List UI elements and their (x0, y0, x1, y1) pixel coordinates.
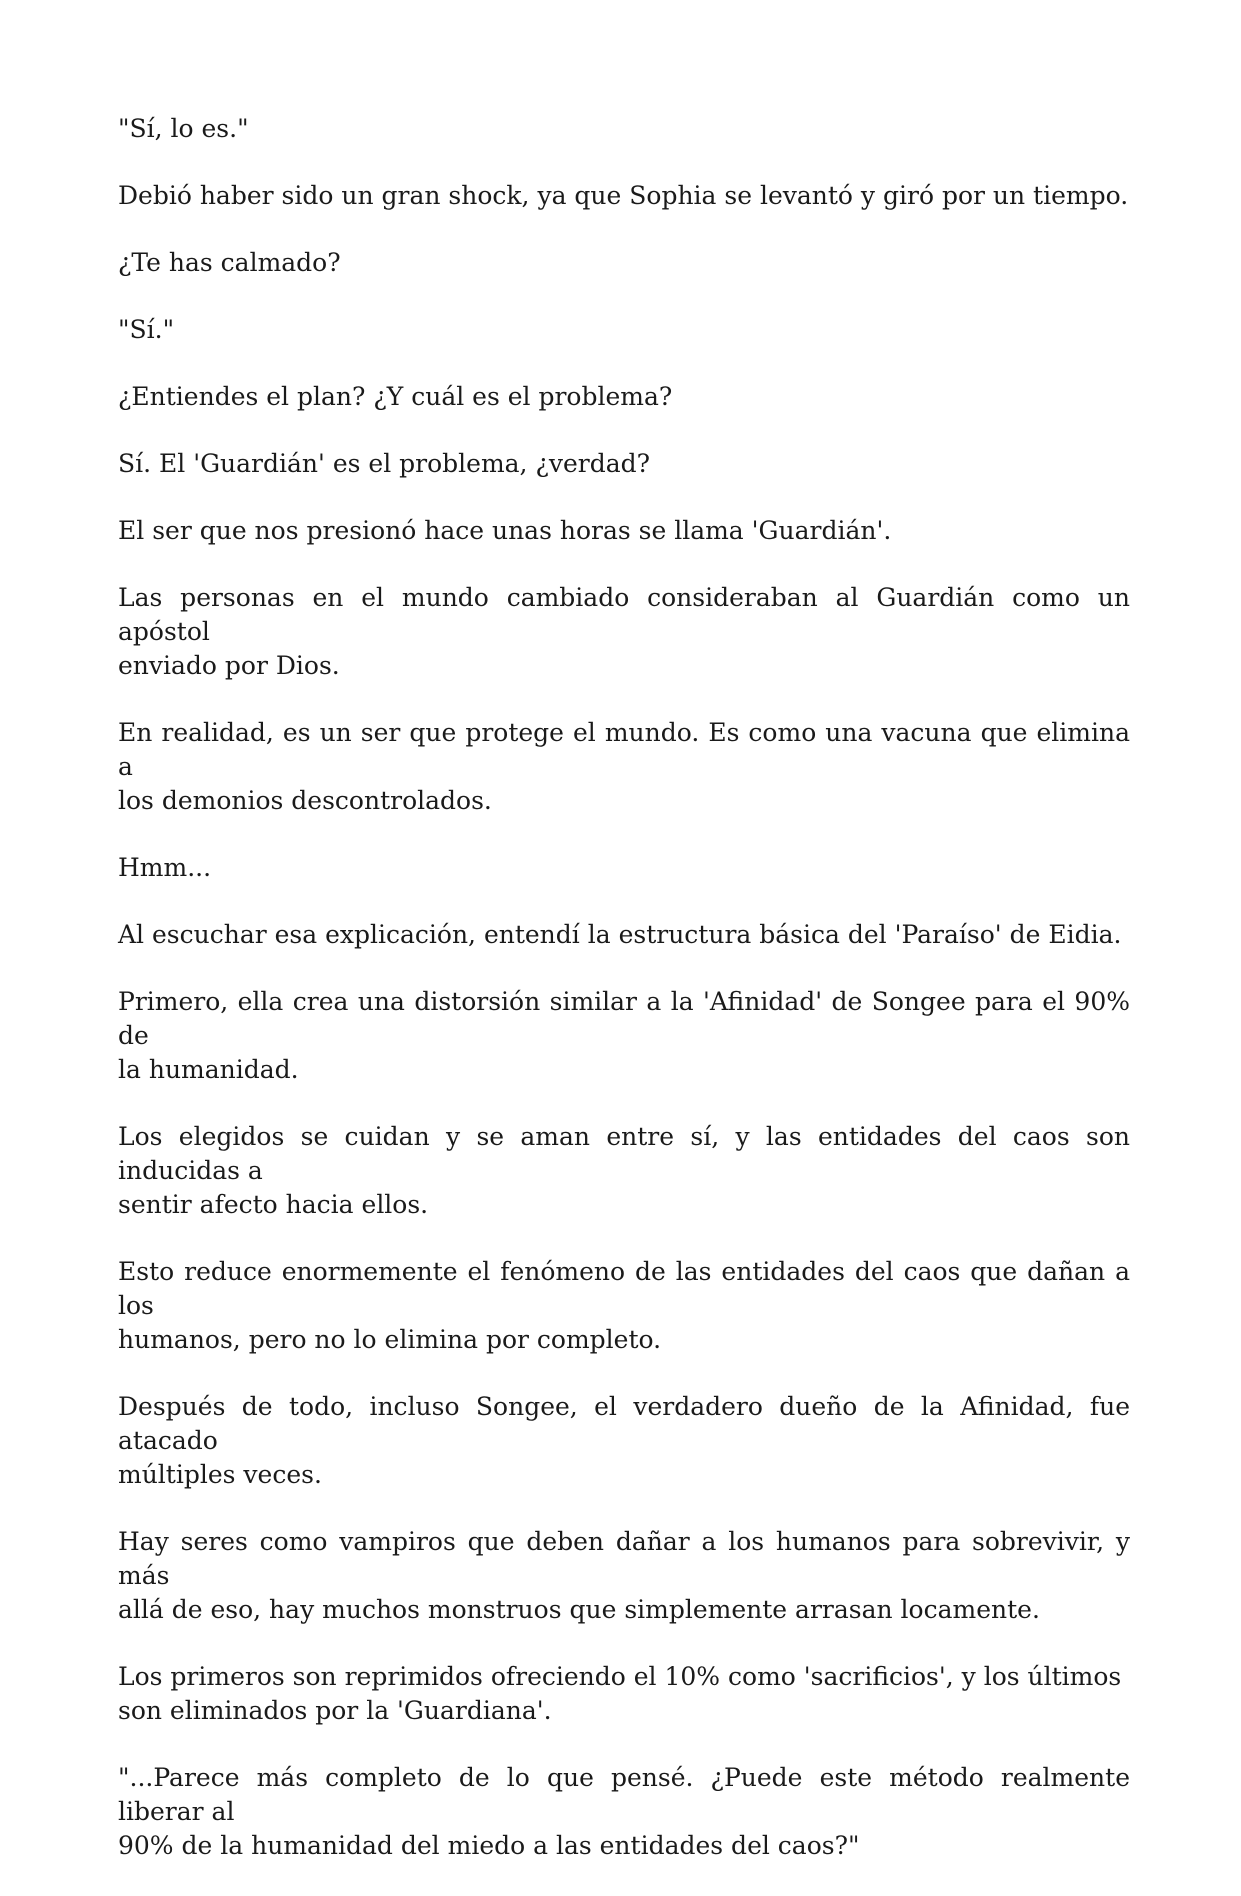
paragraph: "Sí, lo es." (118, 114, 249, 143)
paragraph: Después de todo, incluso Songee, el verdadero dueño de la Afinidad, fue atacado múltiples veces. (118, 1392, 1130, 1489)
paragraph: Los primeros son reprimidos ofreciendo el 10% como 'sacrificios', y los últimos son eliminados por la 'Guardiana'. (118, 1662, 1122, 1725)
paragraph: Primero, ella crea una distorsión similar a la 'Afinidad' de Songee para el 90% de la humanidad. (118, 987, 1130, 1084)
paragraph: "Sí." (118, 315, 175, 344)
paragraph: El ser que nos presionó hace unas horas se llama 'Guardián'. (118, 516, 892, 545)
paragraph: Hmm... (118, 853, 212, 882)
paragraph: ¿Te has calmado? (118, 248, 341, 277)
document-body (118, 112, 1130, 1896)
paragraph: Sí. El 'Guardián' es el problema, ¿verdad? (118, 449, 651, 478)
paragraph: Al escuchar esa explicación, entendí la estructura básica del 'Paraíso' de Eidia. (118, 920, 1122, 949)
paragraph: Debió haber sido un gran shock, ya que Sophia se levantó y giró por un tiempo. (118, 181, 1129, 210)
paragraph: Esto reduce enormemente el fenómeno de las entidades del caos que dañan a los humanos, pero no lo elimina por completo. (118, 1257, 1130, 1354)
paragraph: Los elegidos se cuidan y se aman entre sí, y las entidades del caos son inducidas a sentir afecto hacia ellos. (118, 1122, 1130, 1219)
paragraph: Las personas en el mundo cambiado consideraban al Guardián como un apóstol enviado por Dios. (118, 583, 1130, 680)
paragraph: En realidad, es un ser que protege el mundo. Es como una vacuna que elimina a los demonios descontrolados. (118, 718, 1130, 815)
paragraph: "...Parece más completo de lo que pensé. ¿Puede este método realmente liberar al 90% de la humanidad del miedo a las entidades del caos?" (118, 1763, 1130, 1860)
paragraph: Hay seres como vampiros que deben dañar a los humanos para sobrevivir, y más allá de eso, hay muchos monstruos que simplemente arrasan locamente. (118, 1527, 1130, 1624)
paragraph: ¿Entiendes el plan? ¿Y cuál es el problema? (118, 382, 673, 411)
